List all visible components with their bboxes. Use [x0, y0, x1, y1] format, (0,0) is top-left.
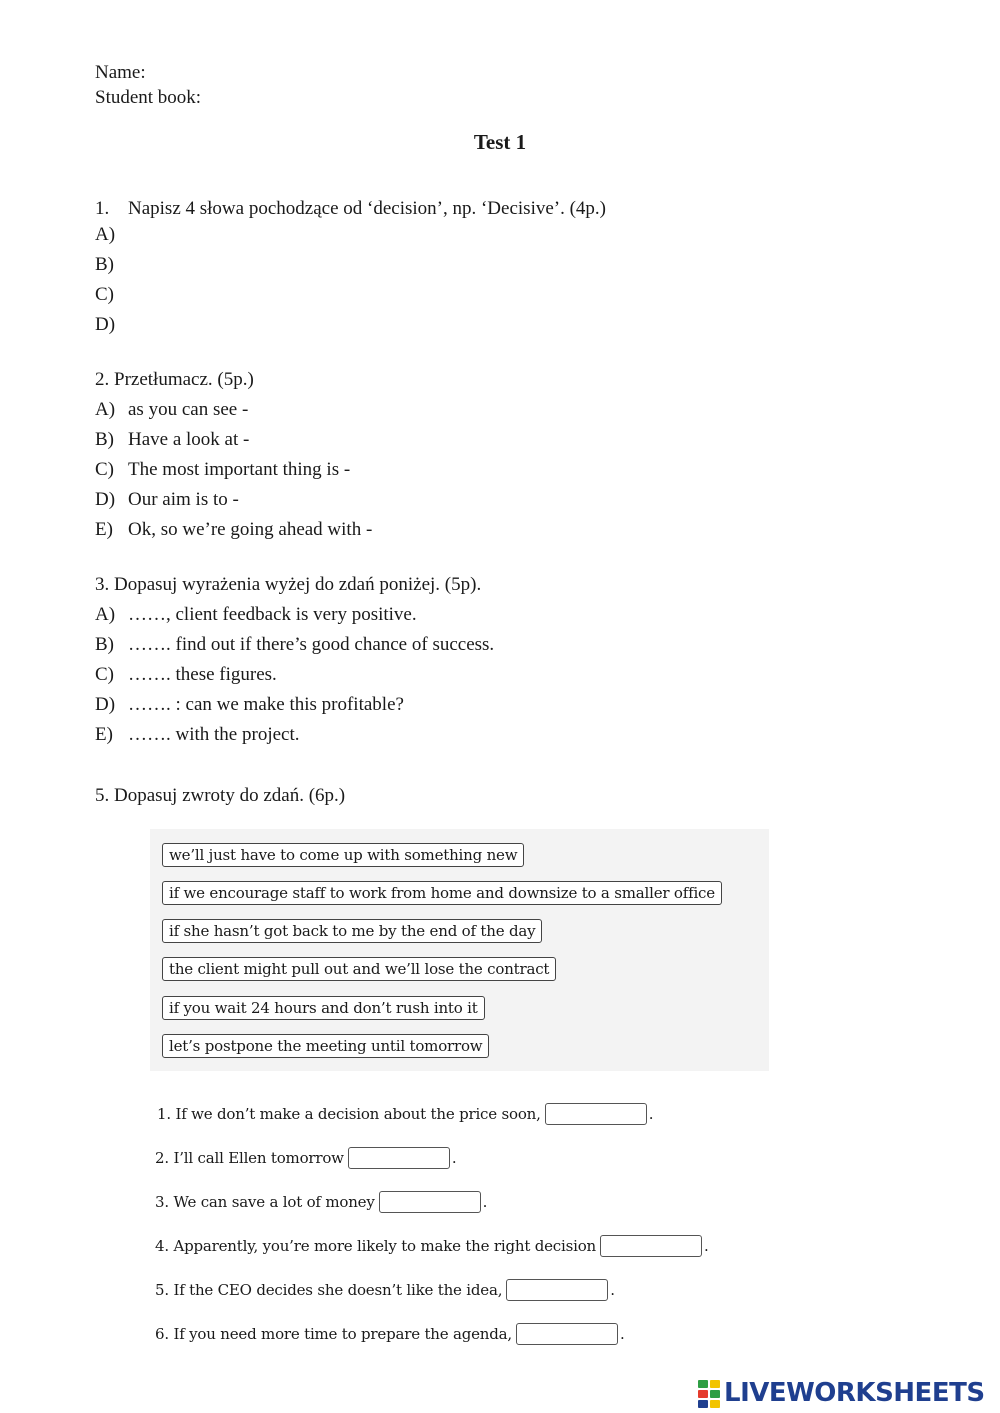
q5-sentence [155, 1146, 456, 1170]
q5-sentence-end: . [482, 1193, 488, 1211]
q2-item-label: B) [95, 429, 114, 450]
q3-item [95, 633, 494, 657]
q3-item-text: ……. : can we make this profitable? [128, 694, 404, 715]
q2-item [95, 488, 239, 512]
q1-item: B) [95, 254, 114, 275]
q5-sentence-end: . [451, 1149, 457, 1167]
q2-item [95, 428, 249, 452]
q5-sentence-text: 1. If we don’t make a decision about the price soon, [157, 1105, 541, 1123]
q5-sentence [155, 1278, 615, 1302]
q2-item-text: The most important thing is - [128, 459, 351, 480]
q2-item-text: Our aim is to - [128, 489, 239, 510]
q1-item: C) [95, 284, 114, 305]
q3-item-text: ……, client feedback is very positive. [128, 604, 417, 625]
q2-item-text: as you can see - [128, 399, 249, 420]
q2-item-label: A) [95, 399, 116, 420]
drop-zone-4[interactable] [600, 1235, 702, 1257]
q5-sentence-text: 6. If you need more time to prepare the agenda, [155, 1325, 512, 1343]
q5-sentence [155, 1234, 709, 1258]
liveworksheets-logo [697, 1378, 985, 1408]
word-bank-option[interactable]: if you wait 24 hours and don’t rush into it [162, 996, 485, 1020]
q3-item-label: A) [95, 604, 116, 625]
word-bank-option[interactable]: the client might pull out and we’ll lose the contract [162, 957, 556, 981]
drop-zone-6[interactable] [516, 1323, 618, 1345]
q3-item-text: ……. with the project. [128, 724, 300, 745]
q3-item-label: B) [95, 634, 114, 655]
liveworksheets-logo-text: LIVEWORKSHEETS [724, 1378, 985, 1408]
liveworksheets-logo-icon [697, 1378, 721, 1408]
q5-sentence-text: 3. We can save a lot of money [155, 1193, 375, 1211]
student-book-label: Student book: [95, 87, 202, 108]
q5-sentence-end: . [610, 1281, 615, 1299]
q5-sentence-text: 4. Apparently, you’re more likely to make the right decision [155, 1237, 596, 1255]
q1-number: 1. [95, 198, 110, 219]
q5-sentence [155, 1190, 487, 1214]
q2-item [95, 398, 248, 422]
q2-item-label: C) [95, 459, 114, 480]
q3-item-label: D) [95, 694, 116, 715]
q5-sentence-end: . [619, 1325, 625, 1343]
q3-item-text: ……. find out if there’s good chance of success. [128, 634, 495, 655]
q2-item-text: Have a look at - [128, 429, 250, 450]
q3-item-label: C) [95, 664, 114, 685]
q5-sentence [155, 1322, 625, 1346]
q1-item: D) [95, 314, 116, 335]
q1-prompt-text: Napisz 4 słowa pochodzące od ‘decision’, np. ‘Decisive’. (4p.) [128, 198, 607, 219]
q3-item [95, 693, 404, 717]
q1-item: A) [95, 224, 116, 245]
q3-prompt: 3. Dopasuj wyrażenia wyżej do zdań poniżej. (5p). [95, 574, 482, 595]
drop-zone-3[interactable] [379, 1191, 481, 1213]
q3-item-text: ……. these figures. [128, 664, 277, 685]
drop-zone-2[interactable] [348, 1147, 450, 1169]
word-bank-option[interactable]: if she hasn’t got back to me by the end of the day [162, 919, 542, 943]
q2-item-label: E) [95, 519, 113, 540]
q1-prompt [95, 197, 606, 221]
q3-item [95, 723, 300, 747]
q5-prompt: 5. Dopasuj zwroty do zdań. (6p.) [95, 785, 346, 806]
page-title: Test 1 [473, 130, 527, 154]
word-bank-option[interactable]: if we encourage staff to work from home and downsize to a smaller office [162, 881, 722, 905]
q5-sentence-end: . [648, 1105, 654, 1123]
word-bank-option[interactable]: we’ll just have to come up with something new [162, 843, 524, 867]
drop-zone-1[interactable] [545, 1103, 647, 1125]
q5-sentence-end: . [703, 1237, 709, 1255]
name-label: Name: [95, 62, 146, 83]
q2-item [95, 518, 372, 542]
q5-sentence-text: 2. I’ll call Ellen tomorrow [155, 1149, 344, 1167]
word-bank-option[interactable]: let’s postpone the meeting until tomorrow [162, 1034, 489, 1058]
q2-item [95, 458, 350, 482]
q3-item [95, 603, 417, 627]
drop-zone-5[interactable] [506, 1279, 608, 1301]
q2-item-label: D) [95, 489, 116, 510]
q5-sentence [157, 1102, 653, 1126]
q5-sentence-text: 5. If the CEO decides she doesn’t like the idea, [155, 1281, 503, 1299]
q3-item-label: E) [95, 724, 113, 745]
q2-item-text: Ok, so we’re going ahead with - [128, 519, 373, 540]
q2-prompt: 2. Przetłumacz. (5p.) [95, 369, 254, 390]
q3-item [95, 663, 277, 687]
